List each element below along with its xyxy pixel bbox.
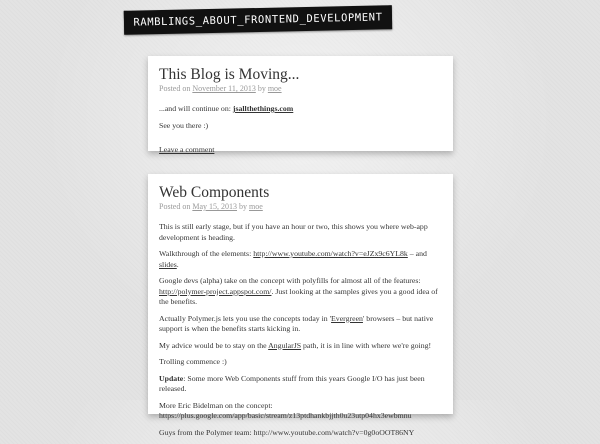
paragraph-text: . Just looking at the samples gives you a good idea of the benefits. [159,286,438,306]
by-label: by [257,84,266,93]
google-plus-url: https://plus.google.com/app/basic/stream/z13ptdhankbjjth0u23utp04hx3ewbmnu [159,411,412,420]
post-meta [159,84,445,94]
posted-on-label: Posted on [159,84,191,93]
post-date-link[interactable]: May 15, 2013 [192,202,238,211]
paragraph [159,249,445,270]
paragraph [159,374,445,395]
post-meta [159,202,445,212]
paragraph-text: ' browsers – but native support is when the benefits starts kicking in. [159,313,434,333]
update-label: Update [159,373,184,383]
polymer-project-link[interactable]: http://polymer-project.appspot.com/ [159,286,272,296]
paragraph-text: My advice would be to stay on the [159,340,267,350]
paragraph [159,401,445,422]
evergreen-link[interactable]: Evergreen [331,313,363,323]
post-card [148,56,453,154]
paragraph-text: . [176,259,179,269]
paragraph: Trolling commence :) [159,357,227,366]
paragraph [159,428,445,439]
post-content [159,104,445,156]
by-label: by [239,202,248,211]
paragraph-text: More Eric Bidelman on the concept: [159,400,273,410]
paragraph [159,104,445,115]
post-title-link[interactable]: This Blog is Moving... [159,66,300,83]
paragraph [159,341,445,352]
author-link[interactable]: moe [249,202,263,211]
paragraph-text: Walkthrough of the elements: [159,249,252,258]
angularjs-link[interactable]: AngularJS [268,340,302,350]
paragraph-text: : Some more Web Components stuff from this years Google I/O has just been released. [159,373,425,393]
paragraph-text: ...and will continue on: [159,104,231,113]
paragraph-text: Google devs (alpha) take on the concept with polyfills for almost all of the features: [159,276,421,285]
post-title-link[interactable]: Web Components [159,184,270,201]
post-content [159,222,445,438]
paragraph [159,276,445,308]
paragraph-text: path, it is in line with where we're going! [303,340,432,350]
posted-on-label: Posted on [159,202,191,211]
youtube-url: http://www.youtube.com/watch?v=0g0oOOT86NY [253,427,415,437]
paragraph-text: – and [409,249,427,258]
paragraph-text: Guys from the Polymer team: [159,427,252,437]
leave-comment-link[interactable]: Leave a comment [159,145,215,154]
youtube-link[interactable]: http://www.youtube.com/watch?v=eJZx9c6YL8k [253,249,408,258]
site-title-link[interactable]: RAMBLINGS_ABOUT_FRONTEND_DEVELOPMENT [124,5,392,35]
slides-link[interactable]: slides [159,259,177,269]
post-card [148,174,453,437]
author-link[interactable]: moe [267,84,282,93]
paragraph-text: Actually Polymer.js lets you use the concepts today in ' [159,313,332,323]
paragraph: This is still early stage, but if you have an hour or two, this shows you where web-app development is heading. [159,222,428,242]
paragraph [159,314,445,335]
jsallthethings-link[interactable]: jsallthethings.com [232,104,294,113]
post-date-link[interactable]: November 11, 2013 [192,84,256,93]
paragraph: See you there :) [159,120,209,130]
